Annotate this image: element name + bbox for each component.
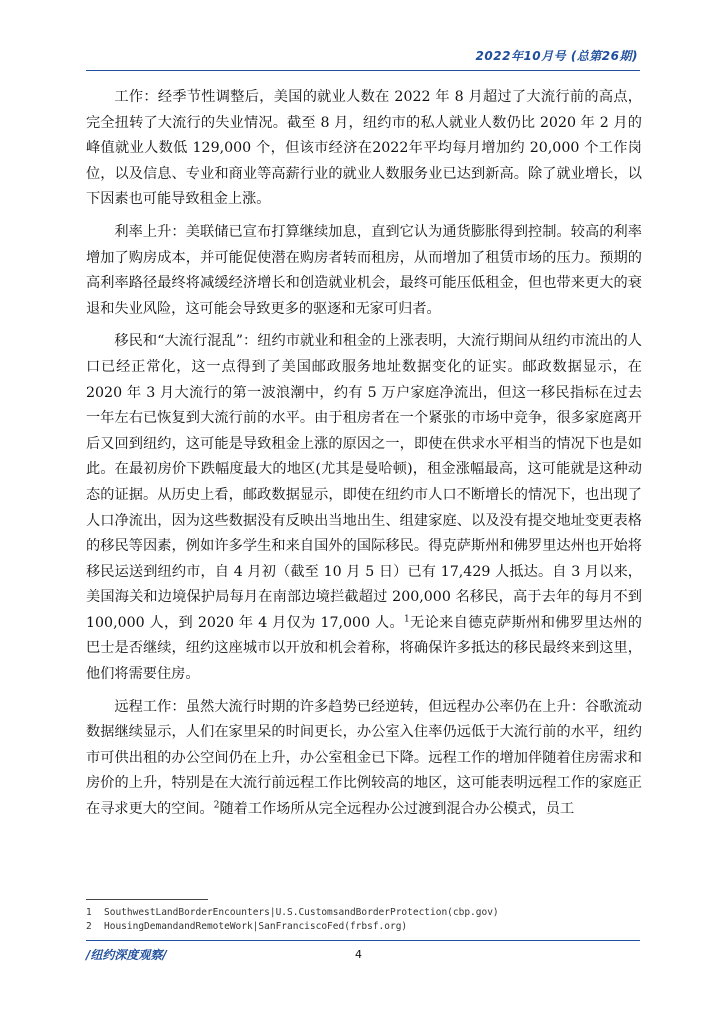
paragraph-remote-work-text-b: 随着工作场所从完全远程办公过渡到混合办公模式，员工: [219, 801, 575, 818]
paragraph-remote-work: [86, 695, 642, 823]
footnote-1: [86, 906, 646, 920]
paragraph-migration: [86, 329, 642, 687]
footnote-number: 1: [86, 907, 92, 918]
paragraph-interest-rates: 利率上升：美联储已宣布打算继续加息，直到它认为通货膨胀得到控制。较高的利率增加了购房成本，并可能促使潜在购房者转而租房，从而增加了租赁市场的压力。预期的高利率路径最终将减缓经济增长和创造就业机会，最终可能压低租金，但也带来更大的衰退和失业风险，这可能会导致更多的驱逐和无家可归者。: [86, 223, 642, 317]
footnote-2: [86, 920, 646, 934]
paragraph-employment: 工作：经季节性调整后，美国的就业人数在 2022 年 8 月超过了大流行前的高点，完全扭转了大流行的失业情况。截至 8 月，纽约市的私人就业人数仍比 2020 年 2 月的峰值就业人数低 129,000 个，但该市经济在2022年平均每月增加约 20,000 个工作岗位，以及信息、专业和商业等高薪行业的就业人数服务业已达到新高。除了就业增长，以下因素也可能导致租金上涨。: [86, 89, 642, 208]
footnote-number: 2: [86, 921, 92, 932]
footer-divider: [86, 940, 640, 941]
footnote-ref-1[interactable]: 1: [403, 614, 410, 625]
issue-header: 2022年10月号 (总第26期): [475, 49, 638, 63]
footnotes: [86, 906, 646, 934]
paragraph-remote-work-text-a: 远程工作：虽然大流行时期的许多趋势已经逆转，但远程办公率仍在上升：谷歌流动数据继续显示，人们在家里呆的时间更长，办公室入住率仍远低于大流行前的水平，纽约市可供出租的办公空间仍在上升，办公室租金已下降。远程工作的增加伴随着住房需求和房价的上升，特别是在大流行前远程工作比例较高的地区，这可能表明远程工作的家庭正在寻求更大的空间。: [86, 698, 642, 818]
footnote-text[interactable]: HousingDemandandRemoteWork|SanFranciscoFed(frbsf.org): [104, 921, 408, 932]
footnote-divider: [86, 899, 208, 900]
paragraph-migration-text-a: 移民和“大流行混乱”：纽约市就业和租金的上涨表明，大流行期间从纽约市流出的人口已经正常化，这一点得到了美国邮政服务地址数据变化的证实。邮政数据显示，在 2020 年 3 月大流行的第一波浪潮中，约有 5 万户家庭净流出，但这一移民指标在过去一年左右已恢复到大流行前的水平。由于租房者在一个紧张的市场中竞争，很多家庭离开后又回到纽约，这可能是导致租金上涨的原因之一，即使在供求水平相当的情况下也是如此。在最初房价下跌幅度最大的地区(尤其是曼哈顿)，租金涨幅最高，这可能就是这种动态的证据。从历史上看，邮政数据显示，即使在纽约市人口不断增长的情况下，也出现了人口净流出，因为这些数据没有反映出当地出生、组建家庭、以及没有提交地址变更表格的移民等因素，例如许多学生和来自国外的国际移民。得克萨斯州和佛罗里达州也开始将移民运送到纽约市，自 4 月初（截至 10 月 5 日）已有 17,429 人抵达。自 3 月以来，美国海关和边境保护局每月在南部边境拦截超过 200,000 名移民，高于去年的每月不到 100,000 人，到 2020 年 4 月仅为 17,000 人。: [86, 333, 642, 631]
document-body: [86, 85, 642, 830]
footnote-ref-2[interactable]: 2: [213, 800, 220, 811]
header-divider: [86, 70, 640, 71]
footnote-text[interactable]: SouthwestLandBorderEncounters|U.S.CustomsandBorderProtection(cbp.gov): [104, 907, 499, 918]
publication-name: /纽约深度观察/: [86, 948, 167, 962]
page-number: 4: [355, 948, 362, 961]
paragraph-migration-text-b: 无论来自德克萨斯州和佛罗里达州的巴士是否继续，纽约这座城市以开放和机会着称，将确保许多抵达的移民最终来到这里，他们将需要住房。: [86, 614, 642, 683]
